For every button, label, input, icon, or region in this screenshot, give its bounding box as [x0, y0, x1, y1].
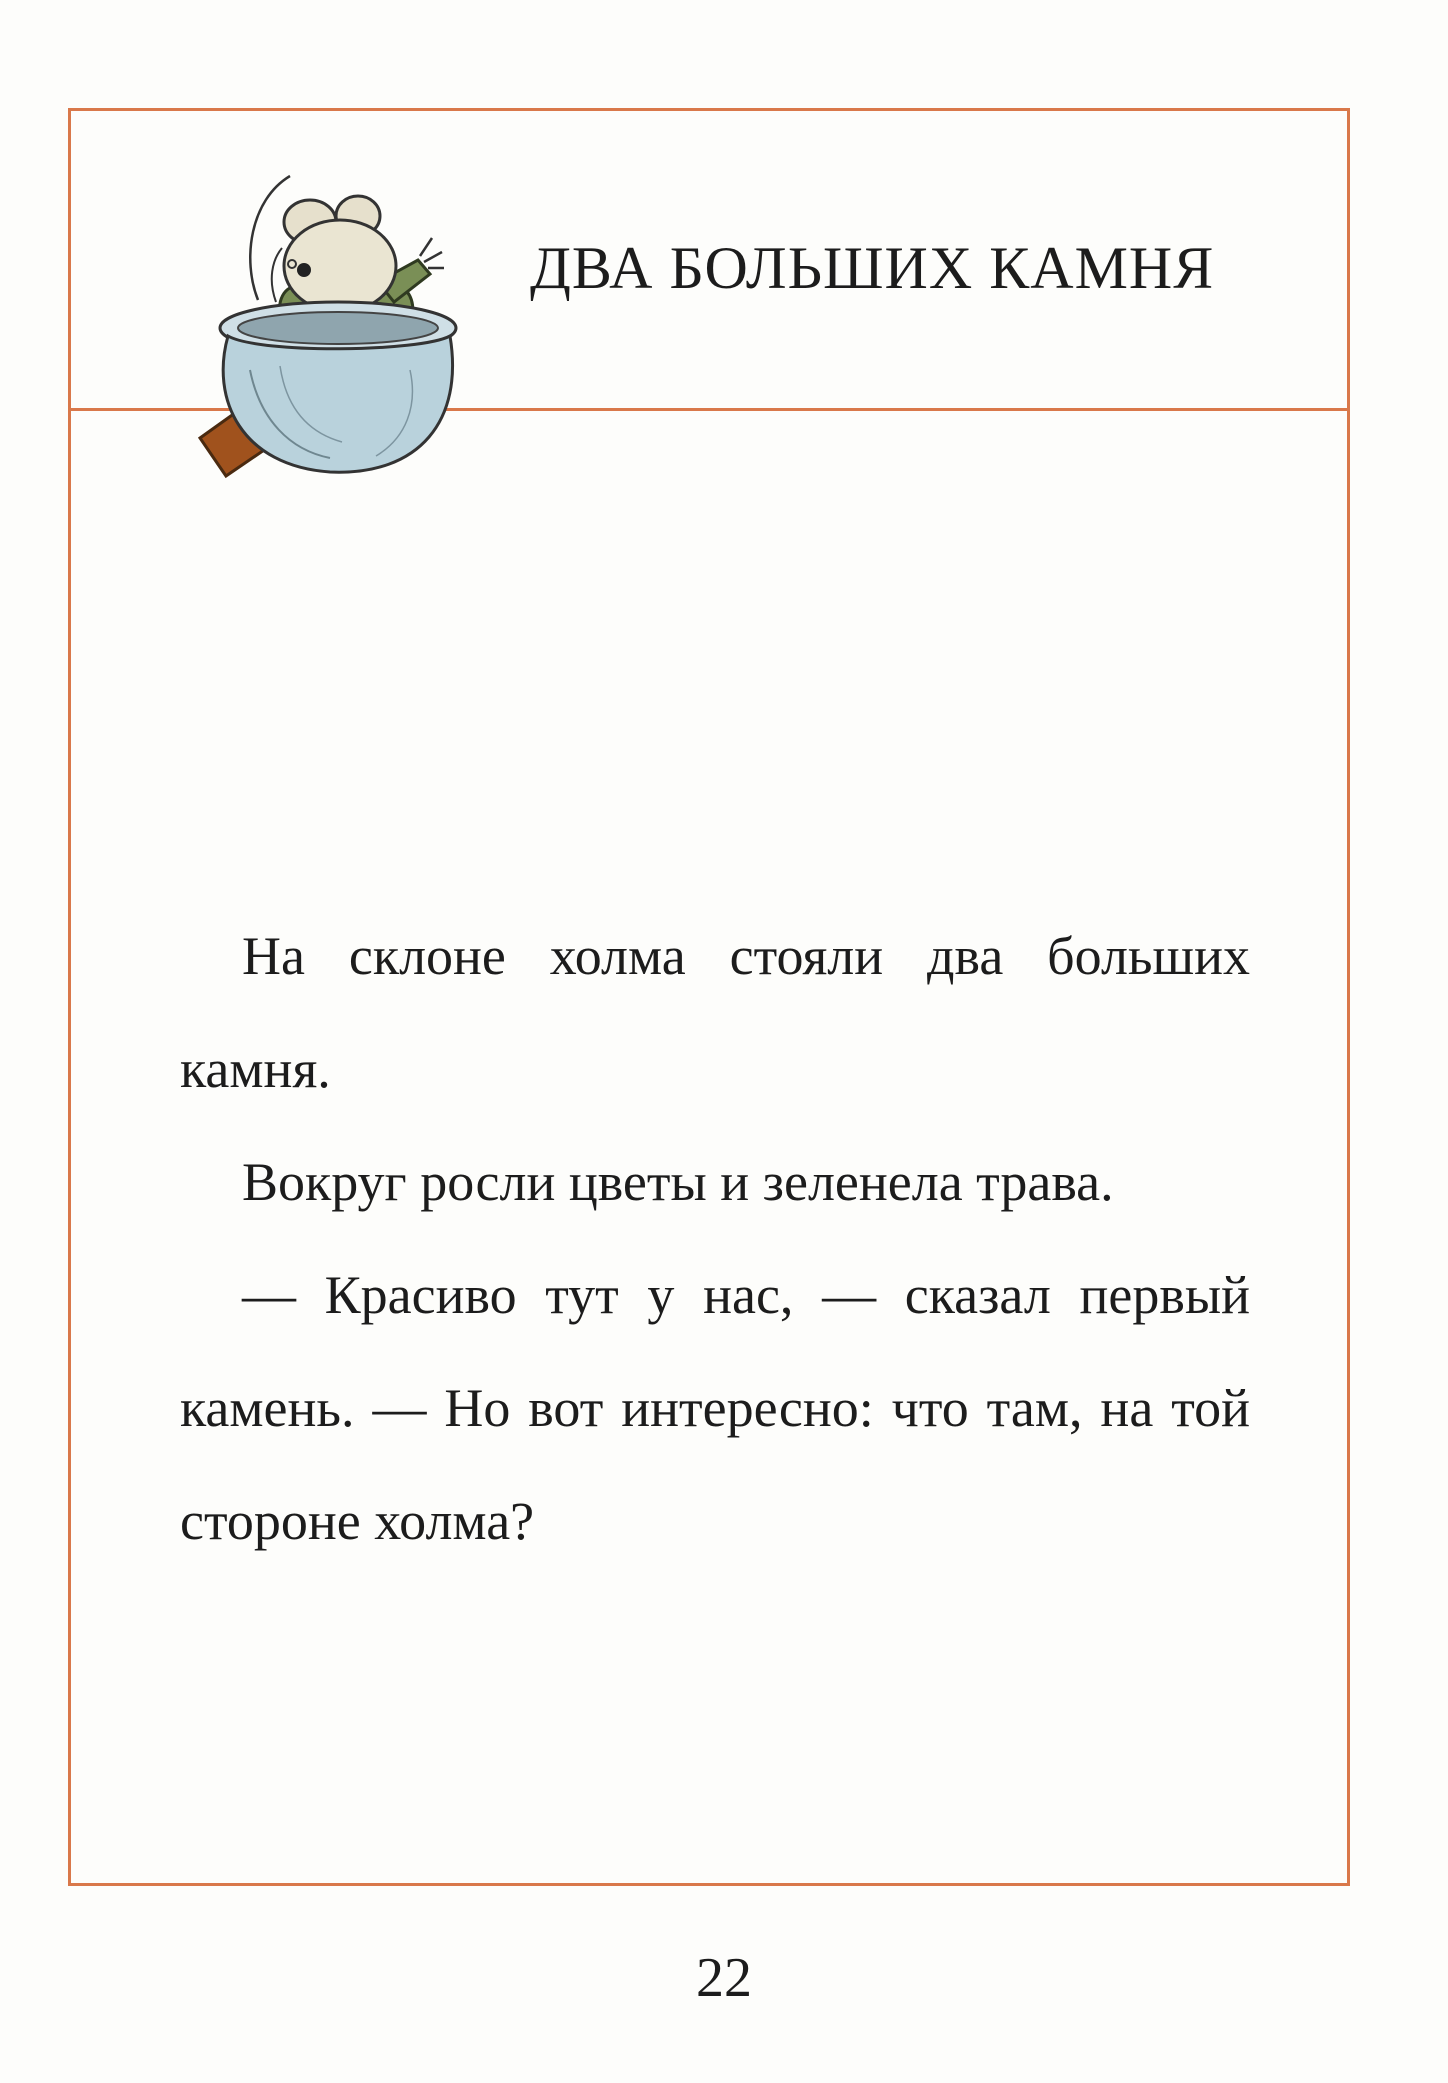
chapter-title: ДВА БОЛЬШИХ КАМНЯ: [530, 235, 1215, 301]
mouse-in-pot-icon: [180, 170, 480, 490]
paragraph: Вокруг росли цветы и зеленела трава.: [242, 1152, 1114, 1212]
page-number: 22: [696, 1947, 752, 2009]
paragraph: — Красиво тут у нас, — сказал первый камень. — Но вот интересно: что там, на той стороне холма?: [180, 1265, 1250, 1551]
paragraph: На склоне холма стояли два больших камня.: [180, 926, 1250, 1099]
body-text: [180, 900, 1250, 1578]
